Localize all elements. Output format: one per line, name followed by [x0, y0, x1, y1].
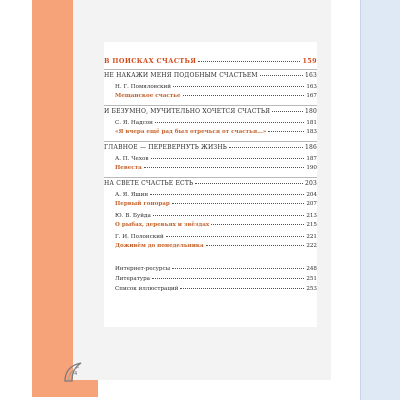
dot-leader — [172, 268, 304, 269]
section-title: НА СВЕТЕ СЧАСТЬЕ ЕСТЬ — [104, 180, 194, 187]
page-number: 4 — [74, 371, 78, 377]
divider — [104, 177, 317, 178]
section-page: 186 — [304, 144, 317, 151]
dot-leader — [151, 158, 305, 159]
dot-leader — [211, 224, 304, 225]
divider — [104, 69, 317, 70]
author-name: А. П. Чехов — [115, 156, 149, 162]
author-name: Н. Г. Помяловский — [115, 84, 171, 90]
toc-section[interactable] — [104, 108, 317, 115]
dot-leader — [229, 147, 303, 148]
dot-leader — [268, 131, 304, 132]
author-page: 181 — [306, 120, 317, 126]
appendix-title: Интернет-ресурсы — [115, 266, 171, 272]
dot-leader — [195, 183, 303, 184]
toc-heading-title: В ПОИСКАХ СЧАСТЬЯ — [104, 57, 197, 65]
author-page: 213 — [306, 213, 317, 219]
toc-author[interactable] — [115, 234, 317, 241]
toc-appendix-item[interactable] — [115, 266, 317, 273]
work-page: 190 — [306, 165, 317, 171]
author-name: С. Я. Надсон — [115, 120, 153, 126]
dot-leader — [173, 86, 304, 87]
section-page: 163 — [304, 72, 317, 79]
section-title: И БЕЗУМНО, МУЧИТЕЛЬНО ХОЧЕТСЯ СЧАСТЬЯ — [104, 108, 271, 115]
toc-heading-page: 159 — [302, 57, 317, 65]
work-page: 167 — [306, 93, 317, 99]
toc-work[interactable] — [115, 243, 317, 250]
appendix-page: 248 — [306, 266, 317, 272]
work-page: 207 — [306, 201, 317, 207]
appendix-page: 253 — [306, 286, 317, 292]
appendix-title: Список иллюстраций — [115, 286, 179, 292]
publisher-logo-icon — [63, 361, 83, 383]
section-title: ГЛАВНОЕ — ПЕРЕВЕРНУТЬ ЖИЗНЬ — [104, 144, 228, 151]
work-title: Мещанское счастье — [115, 93, 181, 99]
toc-work[interactable] — [115, 165, 317, 172]
author-name: Ю. В. Буйда — [115, 213, 151, 219]
toc-work[interactable] — [115, 93, 317, 100]
toc-section[interactable] — [104, 180, 317, 187]
blue-side-bar — [360, 0, 400, 400]
appendix-page: 251 — [306, 276, 317, 282]
work-title: Невеста — [115, 165, 142, 171]
section-page: 203 — [304, 180, 317, 187]
dot-leader — [183, 95, 305, 96]
toc-work[interactable] — [115, 129, 317, 136]
dot-leader — [166, 236, 305, 237]
dot-leader — [172, 203, 305, 204]
dot-leader — [180, 288, 304, 289]
dot-leader — [260, 75, 303, 76]
work-page: 183 — [306, 129, 317, 135]
toc-author[interactable] — [115, 192, 317, 199]
work-page: 222 — [306, 243, 317, 249]
dot-leader — [272, 111, 303, 112]
dot-leader — [144, 167, 305, 168]
dot-leader — [150, 194, 304, 195]
toc-work[interactable] — [115, 201, 317, 208]
author-page: 221 — [306, 234, 317, 240]
author-name: Г. И. Полонский — [115, 234, 164, 240]
appendix-title: Литература — [115, 276, 151, 282]
section-title: НЕ НАКАЖИ МЕНЯ ПОДОБНЫМ СЧАСТЬЕМ — [104, 72, 258, 79]
toc-author[interactable] — [115, 84, 317, 91]
toc-author[interactable] — [115, 156, 317, 163]
table-of-contents — [104, 42, 317, 327]
dot-leader — [153, 215, 305, 216]
toc-appendix-item[interactable] — [115, 286, 317, 293]
toc-work[interactable] — [115, 222, 317, 229]
toc-heading[interactable] — [104, 58, 317, 65]
toc-author[interactable] — [115, 120, 317, 127]
dot-leader — [155, 122, 305, 123]
author-name: А. Я. Яшин — [115, 192, 149, 198]
author-page: 204 — [306, 192, 317, 198]
toc-section[interactable] — [104, 144, 317, 151]
work-title: О рыбах, деревьях и звёздах — [115, 222, 210, 228]
author-page: 187 — [306, 156, 317, 162]
work-title: «Я вчера ещё рад был отречься от счастья...» — [115, 129, 267, 135]
toc-appendix-item[interactable] — [115, 276, 317, 283]
divider — [104, 105, 317, 106]
dot-leader — [206, 245, 305, 246]
work-title: Первый гонорар — [115, 201, 170, 207]
work-title: Доживём до понедельника — [115, 243, 204, 249]
section-page: 180 — [304, 108, 317, 115]
work-page: 215 — [306, 222, 317, 228]
toc-section[interactable] — [104, 72, 317, 79]
dot-leader — [152, 278, 304, 279]
divider — [104, 141, 317, 142]
author-page: 163 — [306, 84, 317, 90]
dot-leader — [198, 61, 300, 62]
toc-author[interactable] — [115, 213, 317, 220]
